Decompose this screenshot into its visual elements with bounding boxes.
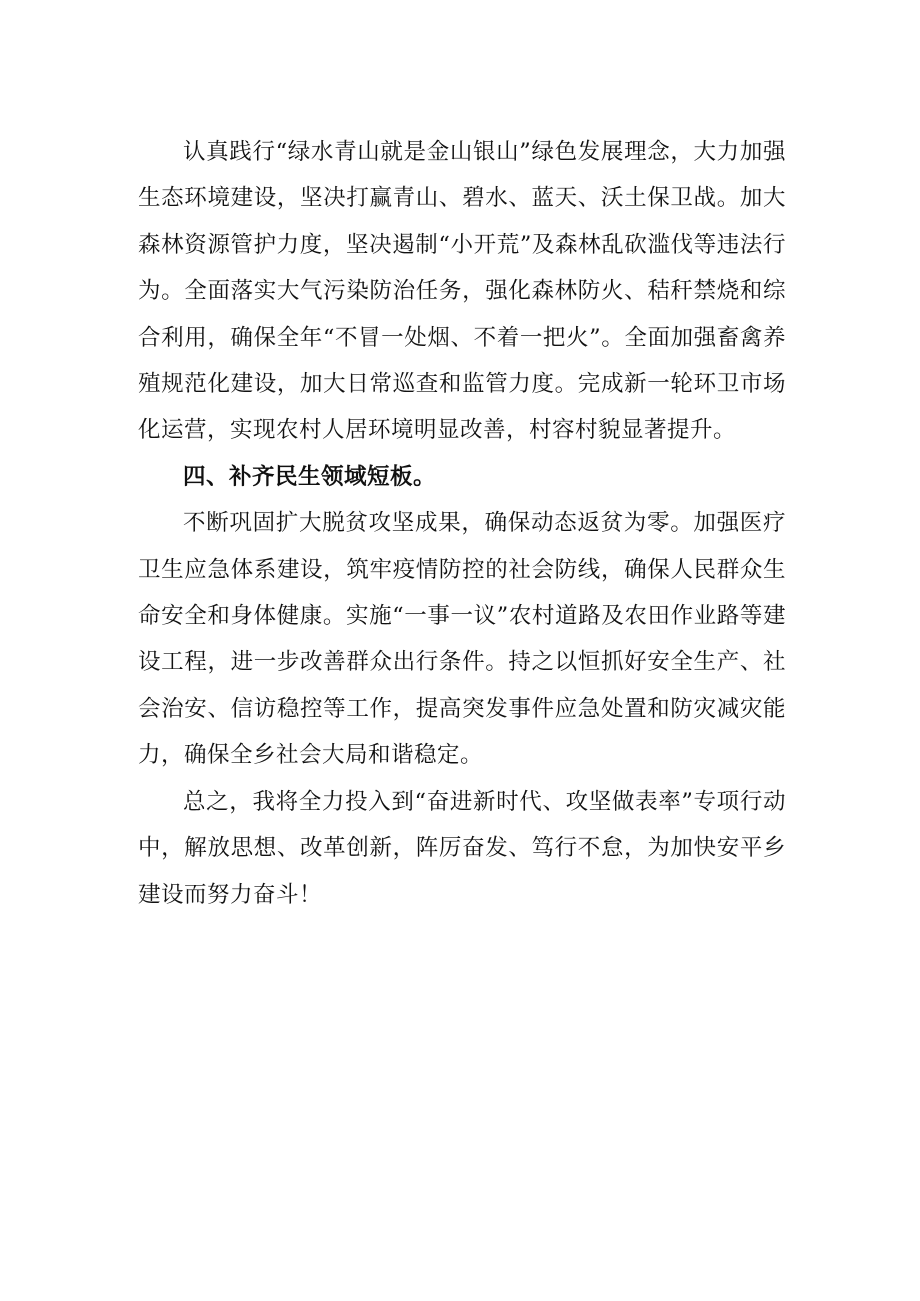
document-body: [138, 129, 786, 918]
paragraph-conclusion: 总之，我将全力投入到“奋进新时代、攻坚做表率”专项行动中，解放思想、改革创新，阵厉奋发、笃行不怠，为加快安平乡建设而努力奋斗！: [138, 788, 786, 908]
paragraph-ecology: 认真践行“绿水青山就是金山银山”绿色发展理念，大力加强生态环境建设，坚决打赢青山、碧水、蓝天、沃土保卫战。加大森林资源管护力度，坚决遏制“小开荒”及森林乱砍滥伐等违法行为。全面落实大气污染防治任务，强化森林防火、秸秆禁烧和综合利用，确保全年“不冒一处烟、不着一把火”。全面加强畜禽养殖规范化建设，加大日常巡查和监管力度。完成新一轮环卫市场化运营，实现农村人居环境明显改善，村容村貌显著提升。: [138, 139, 786, 444]
section-heading-livelihood: 四、补齐民生领域短板。: [183, 463, 437, 490]
paragraph-livelihood: 不断巩固扩大脱贫攻坚成果，确保动态返贫为零。加强医疗卫生应急体系建设，筑牢疫情防控的社会防线，确保人民群众生命安全和身体健康。实施“一事一议”农村道路及农田作业路等建设工程，进一步改善群众出行条件。持之以恒抓好安全生产、社会治安、信访稳控等工作，提高突发事件应急处置和防灾减灾能力，确保全乡社会大局和谐稳定。: [138, 510, 786, 769]
